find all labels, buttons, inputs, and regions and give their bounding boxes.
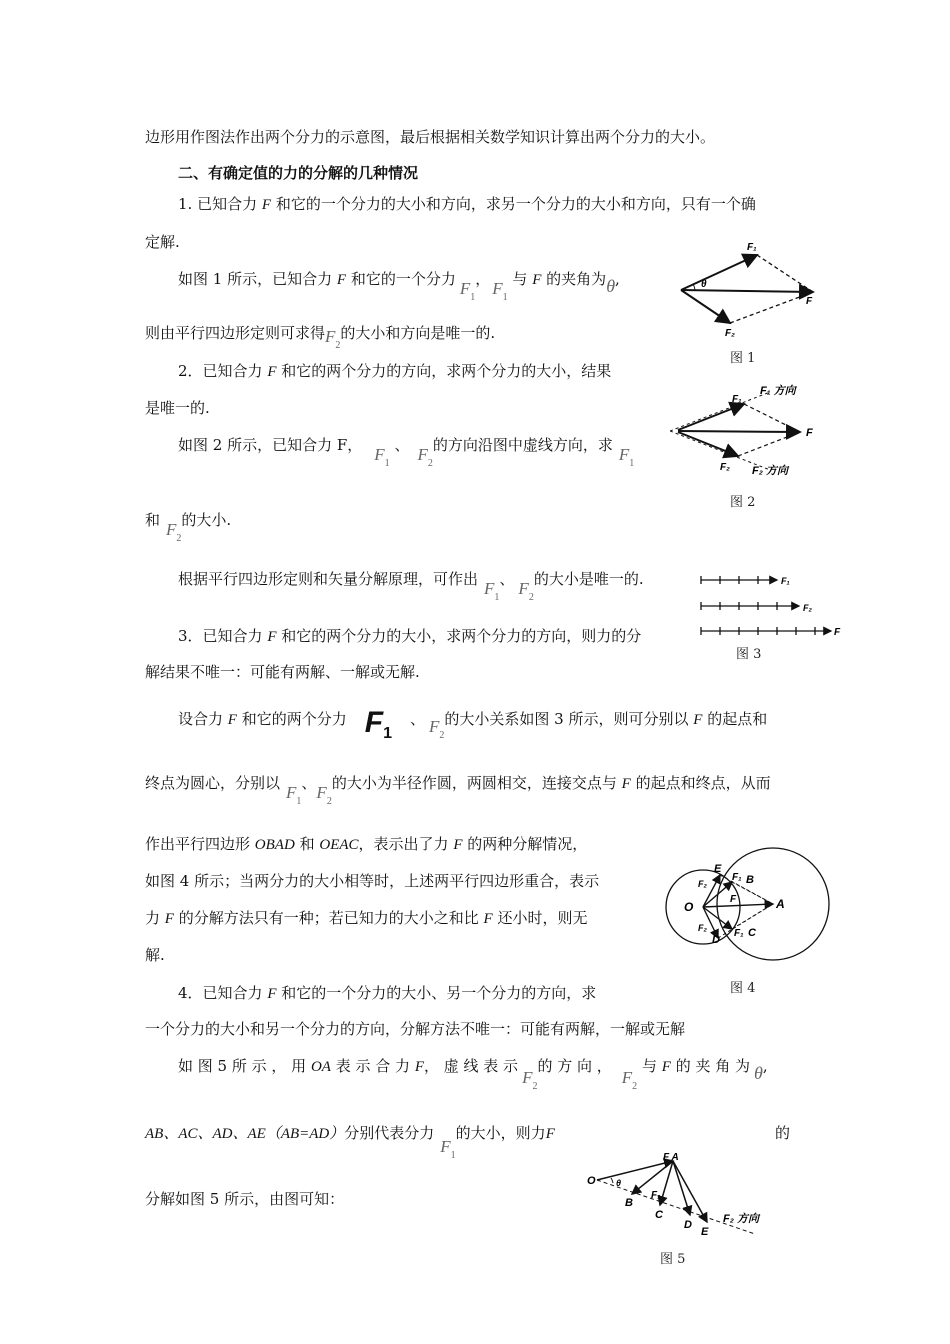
- case3-text: 设合力 F 和它的两个分力 F1、 $F_2$的大小关系如图 3 所示，则可分别以 F 的起点和: [178, 706, 768, 742]
- fig5-label-fa: F A: [663, 1152, 679, 1163]
- fig4-label-o: O: [684, 900, 694, 914]
- fig3-label-f1: F₁: [781, 576, 790, 586]
- fig5-label-c: C: [655, 1209, 663, 1221]
- case1-title: 1. 已知合力 F 和它的一个分力的大小和方向，求另一个分力的大小和方向，只有一个确: [178, 195, 756, 213]
- figure-1: [675, 240, 825, 340]
- case2-text: 根据平行四边形定则和矢量分解原理，可作出 $F_1$、 $F_2$的大小是唯一的.: [178, 570, 644, 603]
- fig4-label-f2-top: F₂: [698, 879, 707, 889]
- case3-text: 作出平行四边形 OBAD 和 OEAC，表示出了力 F 的两种分解情况，: [145, 835, 588, 853]
- fig3-label-f2: F₂: [803, 603, 812, 613]
- case2-title: 2．已知合力 F 和它的两个分力的方向，求两个分力的大小，结果: [178, 362, 612, 380]
- figure-1-caption: 图 1: [730, 351, 756, 366]
- fig2-label-f1: F₁: [732, 394, 742, 405]
- case4-text: 如 图 5 所 示 ， 用 OA 表 示 合 力 F， 虚 线 表 示$F_2$的 方 向 ，$F_2$ 与 F 的 夹 角 为 θ,: [178, 1057, 768, 1092]
- case4-text: AB、AC、AD、AE（AB=AD）分别代表分力$F_1$的大小，则力F: [145, 1124, 555, 1161]
- fig4-label-c: C: [748, 927, 756, 939]
- case1-text: 则由平行四边形定则可求得$F_2$的大小和方向是唯一的.: [145, 324, 496, 351]
- fig5-label-d: D: [684, 1219, 692, 1231]
- fig4-label-f2-bot: F₂: [698, 923, 707, 933]
- fig5-label-b: B: [625, 1197, 633, 1209]
- case3-text: 如图 4 所示；当两分力的大小相等时，上述两平行四边形重合，表示: [145, 872, 600, 890]
- case3-text: 解.: [145, 946, 165, 964]
- fig1-label-f2: F₂: [725, 328, 735, 339]
- figure-2-caption: 图 2: [730, 495, 756, 510]
- case2-text: 是唯一的.: [145, 399, 210, 417]
- section-heading: 二、有确定值的力的分解的几种情况: [178, 164, 419, 182]
- case1-text: 如图 1 所示，已知合力 F 和它的一个分力 $F_1$， $F_1$ 与 F 的夹角为θ,: [178, 270, 620, 303]
- fig5-label-theta: θ: [616, 1178, 622, 1188]
- figure-4-caption: 图 4: [730, 981, 756, 996]
- fig5-label-e: E: [701, 1226, 709, 1238]
- fig2-label-f2: F₂: [720, 462, 730, 473]
- case4-text: 一个分力的大小和另一个分力的方向，分解方法不唯一：可能有两解，一解或无解: [145, 1020, 686, 1038]
- fig3-label-f: F: [834, 627, 841, 638]
- figure-2: [670, 378, 830, 483]
- case3-text: 解结果不唯一：可能有两解、一解或无解.: [145, 663, 420, 681]
- fig2-label-f: F: [806, 427, 813, 439]
- fig4-label-f1-top: F₁: [732, 872, 742, 883]
- figure-3: [695, 570, 845, 642]
- fig5-label-o: O: [587, 1175, 596, 1187]
- case2-text: 和 $F_2$的大小.: [145, 511, 232, 544]
- case3-text: 力 F 的分解方法只有一种；若已知力的大小之和比 F 还小时，则无: [145, 909, 588, 927]
- fig4-label-f: F: [730, 894, 737, 905]
- figure-5-caption: 图 5: [660, 1252, 686, 1267]
- fig4-label-b: B: [746, 874, 754, 886]
- figure-4: [660, 835, 835, 970]
- fig5-label-f1: F₁: [651, 1190, 661, 1201]
- case3-title: 3．已知合力 F 和它的两个分力的大小，求两个分力的方向，则力的分: [178, 627, 642, 645]
- fig4-label-a: A: [776, 897, 785, 911]
- figure-3-caption: 图 3: [736, 647, 762, 662]
- fig1-label-f: F: [806, 296, 813, 307]
- fig5-label-f2dir: F₂ 方向: [723, 1213, 759, 1225]
- case4-title: 4．已知合力 F 和它的一个分力的大小、另一个分力的方向，求: [178, 984, 597, 1002]
- case3-text: 终点为圆心，分别以 $F_1$、$F_2$的大小为半径作圆，两圆相交，连接交点与 F 的起点和终点，从而: [145, 774, 771, 807]
- case2-text: 如图 2 所示，已知合力 F， $F_1$ 、 $F_2$的方向沿图中虚线方向，求 $F_1$: [178, 436, 635, 469]
- case4-text: 分解如图 5 所示，由图可知：: [145, 1190, 345, 1208]
- fig1-label-theta: θ: [701, 279, 707, 290]
- fig4-label-e: E: [714, 863, 722, 875]
- figure-5: [585, 1148, 770, 1243]
- fig4-label-d: D: [712, 934, 720, 946]
- fig2-label-f1dir: F₁ 方向: [760, 385, 796, 397]
- fig2-label-f2dir: F₂ 方向: [752, 465, 788, 477]
- fig4-label-f1-bot: F₁: [734, 928, 744, 939]
- case1-text: 定解.: [145, 233, 180, 251]
- case4-text: 的: [775, 1124, 791, 1142]
- paragraph-intro: 边形用作图法作出两个分力的示意图，最后根据相关数学知识计算出两个分力的大小。: [145, 128, 716, 146]
- fig1-label-f1: F₁: [747, 242, 757, 253]
